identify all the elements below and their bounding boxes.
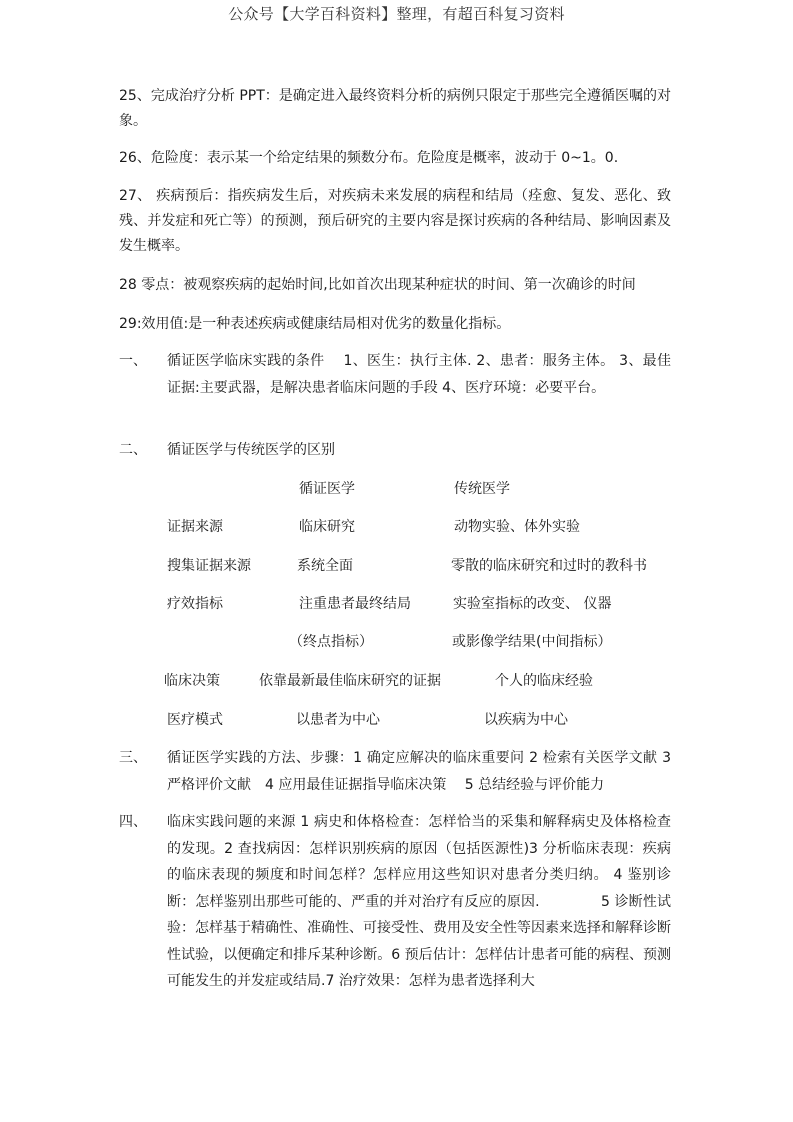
section-2 [119,437,671,464]
table-header-ebm: 循证医学 [299,481,355,497]
table-cell: 或影像学结果(中间指标） [452,634,612,650]
section-number: 二、 [119,442,147,458]
section-body: 循证医学临床实践的条件 1、医生：执行主体. 2、患者：服务主体。 3、最佳证据:主要武器，是解决患者临床问题的手段 4、医疗环境：必要平台。 [167,353,671,396]
table-row-label: 疗效指标 [167,596,223,612]
item-29: 29:效用值:是一种表述疾病或健康结局相对优劣的数量化指标。 [119,316,511,332]
section-3 [119,745,671,798]
table-cell: 零散的临床研究和过时的教科书 [451,558,647,574]
table-cell: 注重患者最终结局 [299,596,411,612]
item-27: 27、 疾病预后：指疾病发生后，对疾病未来发展的病程和结局（痊愈、复发、恶化、致残、并发症和死亡等）的预测，预后研究的主要内容是探讨疾病的各种结局、影响因素及发生概率。 [119,188,671,254]
table-cell: （终点指标） [289,634,373,650]
table-row-label: 证据来源 [167,519,223,535]
section-1 [119,348,671,401]
table-row-label: 医疗模式 [167,712,223,728]
table-row-label: 临床决策 [164,673,220,689]
table-cell: 以疾病为中心 [484,712,568,728]
item-26: 26、危险度：表示某一个给定结果的频数分布。危险度是概率，波动于 0~1。0. [119,150,619,166]
section-number: 一、 [119,353,147,369]
section-body: 临床实践问题的来源 1 病史和体格检查：怎样恰当的采集和解释病史及体格检查的发现。2 查找病因：怎样识别疾病的原因（包括医源性)3 分析临床表现：疾病的临床表现的频度和时间怎样？怎样应用这些知识对患者分类归纳。 4 鉴别诊断：怎样鉴别出那些可能的、严重的并对治疗有反应的原因. 5 诊断性试验：怎样基于精确性、准确性、可接受性、费用及安全性等因素来选择和解释诊断性试验，以便确定和排斥某种诊断。6 预后估计：怎样估计患者可能的病程、预测可能发生的并发症或结局.7 治疗效果：怎样为患者选择利大 [167,814,671,989]
table-header-traditional: 传统医学 [454,481,510,497]
section-number: 四、 [119,814,147,830]
table-cell: 系统全面 [297,558,353,574]
table-cell: 依靠最新最佳临床研究的证据 [259,673,441,689]
table-cell: 临床研究 [299,519,355,535]
section-number: 三、 [119,750,147,766]
table-cell: 动物实验、体外实验 [454,519,580,535]
item-25: 25、完成治疗分析 PPT：是确定进入最终资料分析的病例只限定于那些完全遵循医嘱的对象。 [119,88,671,129]
table-cell: 以患者为中心 [296,712,380,728]
table-cell: 实验室指标的改变、 仪器 [453,596,612,612]
table-row-label: 搜集证据来源 [167,558,251,574]
table-cell: 个人的临床经验 [495,673,593,689]
item-28: 28 零点：被观察疾病的起始时间,比如首次出现某种症状的时间、第一次确诊的时间 [119,277,636,293]
page-header-watermark: 公众号【大学百科资料】整理，有超百科复习资料 [228,5,565,23]
section-body: 循证医学实践的方法、步骤：1 确定应解决的临床重要问 2 检索有关医学文献 3 严格评价文献 4 应用最佳证据指导临床决策 5 总结经验与评价能力 [167,750,671,793]
section-body: 循证医学与传统医学的区别 [167,442,335,458]
section-4 [119,809,671,995]
